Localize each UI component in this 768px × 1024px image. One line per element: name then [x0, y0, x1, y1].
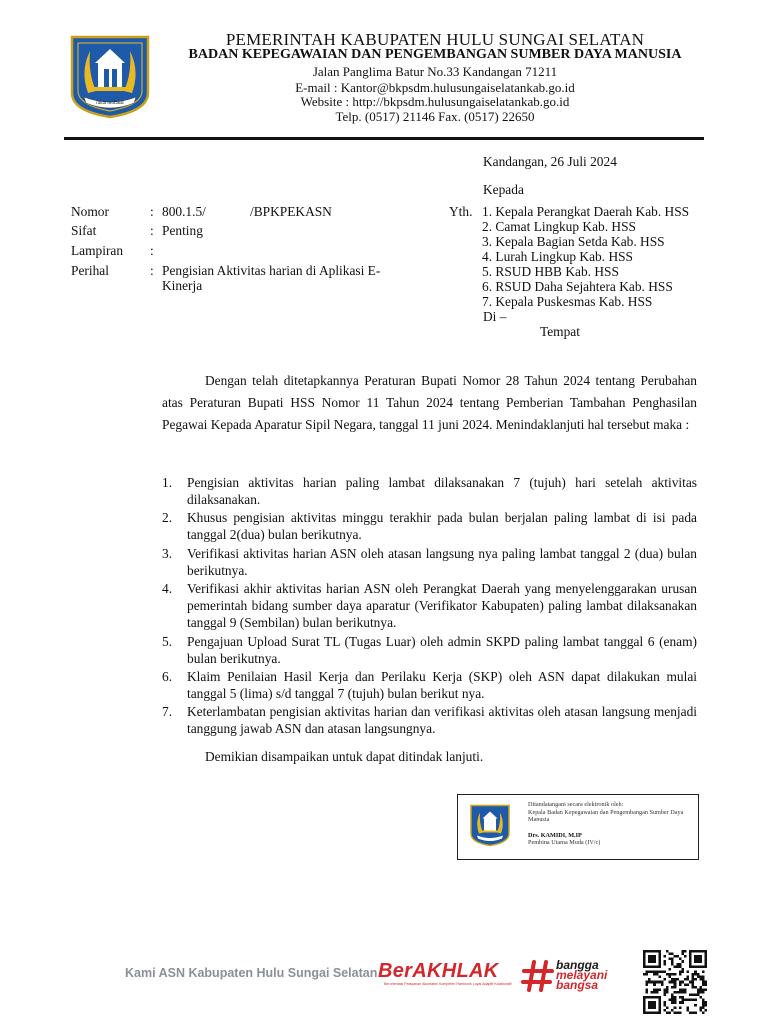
svg-text:rakat mufakat: rakat mufakat	[96, 101, 124, 106]
qr-code-icon	[643, 950, 707, 1014]
sifat-colon: :	[150, 223, 154, 238]
letterhead-government: PEMERINTAH KABUPATEN HULU SUNGAI SELATAN	[225, 30, 645, 49]
list-item-text: Verifikasi aktivitas harian ASN oleh atasan langsung nya paling lambat tanggal 2 (dua) bulan berikutnya.	[187, 545, 697, 578]
recipient-item: 5. RSUD HBB Kab. HSS	[482, 264, 619, 279]
letterhead-email: E-mail : Kantor@bkpsdm.hulusungaiselatankab.go.id	[295, 80, 575, 95]
list-item	[162, 545, 697, 579]
nomor-colon: :	[150, 204, 154, 219]
list-item	[162, 474, 697, 508]
letterhead-phone: Telp. (0517) 21146 Fax. (0517) 22650	[335, 109, 535, 124]
closing-sentence: Demikian disampaikan untuk dapat ditindak lanjuti.	[205, 749, 484, 764]
signer-rank: Pembina Utama Muda (IV/c)	[528, 839, 601, 847]
hashtag-icon	[520, 958, 556, 994]
letterhead-website: Website : http://bkpsdm.hulusungaiselatankab.go.id	[300, 94, 570, 109]
list-item-number: 2.	[162, 510, 173, 526]
list-item-text: Verifikasi akhir aktivitas harian ASN oleh Perangkat Daerah yang menyelenggarakan urusan pemerintah bidang sumber daya aparatur (Verifikator Kabupaten) paling lambat dilaksanakan tanggal 9 (Sembilan) bulan berikutnya.	[187, 581, 697, 631]
letter-date: Kandangan, 26 Juli 2024	[483, 154, 617, 169]
berakhlak-subtitle: Berorientasi Pelayanan Akuntabel Kompeten Harmonis Loyal Adaptif Kolaboratif	[384, 982, 512, 986]
signature-line1: Ditandatangani secara elektronik oleh:	[528, 801, 624, 808]
tempat-label: Tempat	[540, 324, 580, 339]
lampiran-label: Lampiran	[71, 243, 124, 258]
perihal-label: Perihal	[71, 263, 109, 278]
signature-line2: Kepala Badan Kepegawaian dan Pengembangan Sumber Daya Manusia	[528, 808, 684, 824]
list-item-number: 4.	[162, 581, 173, 597]
kepada-label: Kepada	[483, 182, 524, 197]
slogan-word: bangga	[556, 958, 599, 972]
signer-name: Drs. KAMIDI, M.IP	[528, 831, 582, 839]
list-item	[162, 633, 697, 667]
bangga-melayani-bangsa-slogan	[556, 960, 607, 990]
list-item-number: 3.	[162, 545, 173, 561]
signature-text	[528, 801, 698, 847]
perihal-colon: :	[150, 263, 154, 278]
recipient-item: 6. RSUD Daha Sejahtera Kab. HSS	[482, 279, 673, 294]
list-item-text: Khusus pengisian aktivitas minggu terakhir pada bulan berjalan paling lambat di isi pada tanggal 2(dua) bulan berikutnya.	[187, 510, 697, 543]
recipient-item: 1. Kepala Perangkat Daerah Kab. HSS	[482, 204, 690, 219]
list-item-number: 1.	[162, 475, 173, 490]
list-item-text: Pengajuan Upload Surat TL (Tugas Luar) oleh admin SKPD paling lambat tanggal 6 (enam) bulan berikutnya.	[187, 633, 697, 666]
berakhlak-logo	[378, 960, 512, 986]
list-item-number: 7.	[162, 704, 173, 720]
list-item-text: Pengisian aktivitas harian paling lambat dilaksanakan 7 (tujuh) hari setelah aktivitas dilaksanakan.	[187, 475, 697, 507]
regency-crest-logo	[68, 33, 152, 119]
list-item	[162, 703, 697, 737]
lampiran-colon: :	[150, 243, 154, 258]
nomor-label: Nomor	[71, 204, 109, 219]
list-item-text: Keterlambatan pengisian aktivitas harian dan verifikasi aktivitas oleh atasan langsung menjadi tanggung jawab ASN dan atasan langsungnya.	[187, 704, 697, 737]
recipient-item: 4. Lurah Lingkup Kab. HSS	[482, 249, 634, 264]
sifat-label: Sifat	[71, 223, 97, 238]
list-item-number: 6.	[162, 668, 173, 684]
sifat-value: Penting	[162, 223, 203, 238]
letterhead-agency: BADAN KEPEGAWAIAN DAN PENGEMBANGAN SUMBER DAYA MANUSIA	[188, 47, 682, 62]
yth-label: Yth.	[449, 204, 473, 219]
slogan-word: melayani	[556, 968, 608, 982]
slogan-word: bangsa	[556, 978, 599, 992]
list-item-number: 5.	[162, 633, 173, 649]
intro-paragraph: Dengan telah ditetapkannya Peraturan Bupati Nomor 28 Tahun 2024 tentang Perubahan atas Peraturan Bupati HSS Nomor 11 Tahun 2024 tentang Pemberian Tambahan Penghasilan Pegawai Kepada Aparatur Sipil Negara, tanggal 11 juni 2024. Menindaklanjuti hal tersebut maka :	[162, 373, 697, 432]
letterhead-divider	[64, 137, 704, 140]
recipient-item: 3. Kepala Bagian Setda Kab. HSS	[482, 234, 665, 249]
recipient-item: 2. Camat Lingkup Kab. HSS	[482, 219, 636, 234]
letterhead-address: Jalan Panglima Batur No.33 Kandangan 71211	[312, 64, 558, 79]
list-item	[162, 668, 697, 702]
list-item-text: Klaim Penilaian Hasil Kerja dan Perilaku Kerja (SKP) oleh ASN dapat dilakukan mulai tanggal 5 (lima) s/d tanggal 7 (tujuh) bulan berikut nya.	[187, 668, 697, 701]
nomor-value: 800.1.5/	[162, 204, 206, 219]
signature-crest-logo	[469, 803, 511, 847]
list-item	[162, 509, 697, 543]
recipient-item: 7. Kepala Puskesmas Kab. HSS	[482, 294, 653, 309]
instruction-list	[162, 474, 697, 739]
di-label: Di –	[483, 309, 507, 324]
footer-tagline: Kami ASN Kabupaten Hulu Sungai Selatan	[125, 966, 378, 980]
list-item	[162, 580, 697, 631]
nomor-suffix: /BPKPEKASN	[250, 204, 332, 219]
perihal-value: Pengisian Aktivitas harian di Aplikasi E-Kinerja	[162, 263, 381, 293]
recipient-list	[482, 204, 689, 309]
berakhlak-wordmark: BerAKHLAK	[378, 960, 499, 982]
electronic-signature-box	[457, 794, 699, 860]
